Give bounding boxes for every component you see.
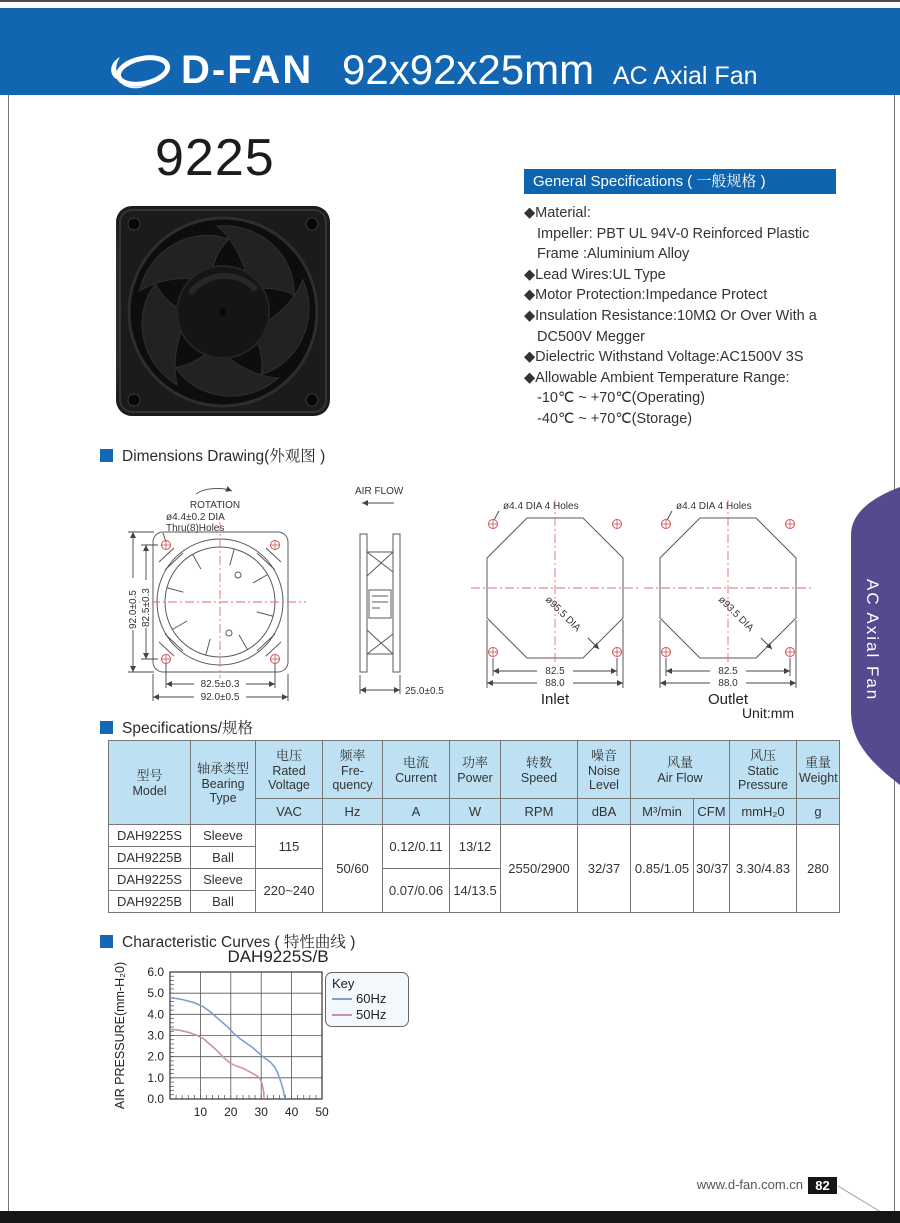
svg-text:3.0: 3.0 bbox=[147, 1028, 164, 1043]
page-bottom-bar bbox=[0, 1211, 900, 1223]
svg-text:40: 40 bbox=[284, 1105, 299, 1119]
unit-noise: dBA bbox=[578, 799, 631, 825]
general-specs-list bbox=[524, 203, 854, 430]
svg-text:88.0: 88.0 bbox=[718, 678, 738, 689]
svg-text:DAH9225S/B: DAH9225S/B bbox=[227, 947, 329, 966]
svg-text:82.5: 82.5 bbox=[718, 666, 738, 677]
cell-model: DAH9225S bbox=[109, 869, 191, 891]
unit-voltage: VAC bbox=[256, 799, 323, 825]
fan-product-photo bbox=[112, 200, 334, 422]
svg-text:10: 10 bbox=[193, 1105, 208, 1119]
spec-bullet-item: DC500V Megger bbox=[537, 328, 645, 345]
spec-bullet-item: ◆Dielectric Withstand Voltage:AC1500V 3S bbox=[524, 349, 804, 366]
unit-weight: g bbox=[797, 799, 840, 825]
specifications-table bbox=[108, 740, 840, 913]
cell-noise: 32/37 bbox=[578, 825, 631, 913]
cell-bearing: Ball bbox=[191, 847, 256, 869]
section-dimensions-heading: Dimensions Drawing(外观图 ) bbox=[100, 444, 325, 466]
svg-text:82.5±0.3: 82.5±0.3 bbox=[141, 588, 152, 627]
dfan-swirl-logo-icon bbox=[104, 48, 176, 94]
svg-text:82.5: 82.5 bbox=[545, 666, 565, 677]
cell-bearing: Sleeve bbox=[191, 869, 256, 891]
unit-airflow-m3: M³/min bbox=[631, 799, 694, 825]
table-row bbox=[109, 825, 840, 847]
unit-power: W bbox=[450, 799, 501, 825]
col-header-voltage: 电压 Rated Voltage bbox=[256, 741, 323, 799]
page-number-badge: 82 bbox=[808, 1177, 837, 1194]
cell-airflow-m3: 0.85/1.05 bbox=[631, 825, 694, 913]
col-header-airflow: 风量 Air Flow bbox=[631, 741, 730, 799]
svg-text:92.0±0.5: 92.0±0.5 bbox=[128, 590, 139, 629]
svg-text:6.0: 6.0 bbox=[147, 965, 164, 979]
cell-power: 14/13.5 bbox=[450, 869, 501, 913]
cell-bearing: Ball bbox=[191, 891, 256, 913]
svg-text:50: 50 bbox=[315, 1105, 329, 1119]
inlet-drawing bbox=[471, 500, 639, 708]
blue-square-bullet-icon bbox=[100, 449, 113, 462]
spec-bullet-item: Impeller: PBT UL 94V-0 Reinforced Plastic bbox=[537, 225, 810, 242]
cell-voltage: 115 bbox=[256, 825, 323, 869]
svg-text:92.0±0.5: 92.0±0.5 bbox=[200, 692, 240, 703]
svg-text:ø4.4 DIA 4 Holes: ø4.4 DIA 4 Holes bbox=[676, 501, 752, 512]
section-curves-heading: Characteristic Curves ( 特性曲线 ) bbox=[100, 930, 355, 952]
svg-text:0.0: 0.0 bbox=[147, 1092, 164, 1106]
svg-text:Inlet: Inlet bbox=[540, 691, 570, 708]
unit-airflow-cfm: CFM bbox=[694, 799, 730, 825]
col-header-frequency: 频率 Fre- quency bbox=[323, 741, 383, 799]
cell-speed: 2550/2900 bbox=[501, 825, 578, 913]
col-header-pressure: 风压 Static Pressure bbox=[730, 741, 797, 799]
product-model-title: 9225 bbox=[155, 129, 275, 187]
series-60hz-swatch bbox=[332, 998, 352, 1000]
spec-bullet-item: Frame :Aluminium Alloy bbox=[537, 246, 690, 263]
spec-bullet-item: ◆Insulation Resistance:10MΩ Or Over With a bbox=[524, 307, 817, 324]
spec-bullet-item: -10℃ ~ +70℃(Operating) bbox=[537, 390, 705, 407]
side-view-drawing bbox=[355, 486, 444, 697]
outlet-drawing bbox=[644, 500, 812, 708]
svg-text:ø95.5 DIA: ø95.5 DIA bbox=[542, 594, 583, 634]
svg-text:30: 30 bbox=[254, 1105, 268, 1119]
page-left-border bbox=[8, 95, 9, 1211]
svg-text:ø4.4±0.2 DIA: ø4.4±0.2 DIA bbox=[166, 512, 225, 523]
brand-name: D-FAN bbox=[181, 48, 314, 92]
front-view-drawing bbox=[127, 489, 306, 703]
cell-model: DAH9225S bbox=[109, 825, 191, 847]
col-header-current: 电流 Current bbox=[383, 741, 450, 799]
unit-frequency: Hz bbox=[323, 799, 383, 825]
cell-power: 13/12 bbox=[450, 825, 501, 869]
cell-current: 0.12/0.11 bbox=[383, 825, 450, 869]
col-header-speed: 转数 Speed bbox=[501, 741, 578, 799]
blue-square-bullet-icon bbox=[100, 721, 113, 734]
page-title-size: 92x92x25mm bbox=[342, 46, 595, 93]
dimensions-drawing bbox=[108, 478, 842, 722]
cell-weight: 280 bbox=[797, 825, 840, 913]
cell-voltage: 220~240 bbox=[256, 869, 323, 913]
cell-model: DAH9225B bbox=[109, 891, 191, 913]
spec-bullet-item: ◆Motor Protection:Impedance Protect bbox=[524, 287, 768, 304]
cell-frequency: 50/60 bbox=[323, 825, 383, 913]
svg-text:AIR PRESSURE(mm-H₂0): AIR PRESSURE(mm-H₂0) bbox=[113, 961, 127, 1110]
svg-text:88.0: 88.0 bbox=[545, 678, 565, 689]
svg-text:4.0: 4.0 bbox=[147, 1007, 164, 1022]
page-subtitle: AC Axial Fan bbox=[613, 62, 758, 90]
website-text: www.d-fan.com.cn bbox=[696, 1177, 803, 1192]
svg-text:ø93.5 DIA: ø93.5 DIA bbox=[715, 594, 756, 634]
svg-text:ROTATION: ROTATION bbox=[189, 500, 241, 511]
svg-text:25.0±0.5: 25.0±0.5 bbox=[405, 686, 444, 697]
side-tab-label: AC Axial Fan bbox=[863, 578, 882, 702]
unit-pressure: mmH₂0 bbox=[730, 799, 797, 825]
unit-note: Unit:mm bbox=[741, 705, 795, 721]
chart-legend bbox=[325, 972, 409, 1027]
col-header-power: 功率 Power bbox=[450, 741, 501, 799]
cell-airflow-cfm: 30/37 bbox=[694, 825, 730, 913]
svg-text:Thru(8)Holes: Thru(8)Holes bbox=[166, 523, 225, 534]
svg-text:5.0: 5.0 bbox=[147, 986, 164, 1001]
legend-item: 60Hz bbox=[332, 991, 402, 1007]
unit-speed: RPM bbox=[501, 799, 578, 825]
cell-pressure: 3.30/4.83 bbox=[730, 825, 797, 913]
col-header-bearing: 轴承类型 Bearing Type bbox=[191, 741, 256, 825]
section-specifications-heading: Specifications/规格 bbox=[100, 716, 253, 738]
svg-text:1.0: 1.0 bbox=[147, 1070, 164, 1085]
svg-text:82.5±0.3: 82.5±0.3 bbox=[200, 679, 240, 690]
col-header-noise: 噪音 Noise Level bbox=[578, 741, 631, 799]
cell-bearing: Sleeve bbox=[191, 825, 256, 847]
legend-item: 50Hz bbox=[332, 1007, 402, 1023]
spec-bullet-item: -40℃ ~ +70℃(Storage) bbox=[537, 410, 693, 427]
cell-model: DAH9225B bbox=[109, 847, 191, 869]
spec-bullet-item: ◆Allowable Ambient Temperature Range: bbox=[524, 369, 790, 386]
svg-text:Outlet: Outlet bbox=[707, 691, 749, 708]
svg-text:2.0: 2.0 bbox=[147, 1049, 164, 1064]
unit-current: A bbox=[383, 799, 450, 825]
spec-bullet-item: ◆Material: bbox=[524, 205, 591, 221]
svg-text:ø4.4 DIA 4 Holes: ø4.4 DIA 4 Holes bbox=[503, 501, 579, 512]
general-specs-header: General Specifications ( 一般规格 ) bbox=[524, 169, 836, 194]
cell-current: 0.07/0.06 bbox=[383, 869, 450, 913]
svg-text:20: 20 bbox=[224, 1105, 238, 1119]
legend-title: Key bbox=[332, 976, 355, 991]
spec-bullet-item: ◆Lead Wires:UL Type bbox=[524, 266, 666, 283]
col-header-weight: 重量 Weight bbox=[797, 741, 840, 799]
page-top-edge bbox=[0, 0, 900, 2]
header-banner bbox=[0, 8, 900, 95]
series-50hz-swatch bbox=[332, 1014, 352, 1016]
svg-text:AIR FLOW: AIR FLOW bbox=[355, 486, 404, 497]
col-header-model: 型号 Model bbox=[109, 741, 191, 825]
